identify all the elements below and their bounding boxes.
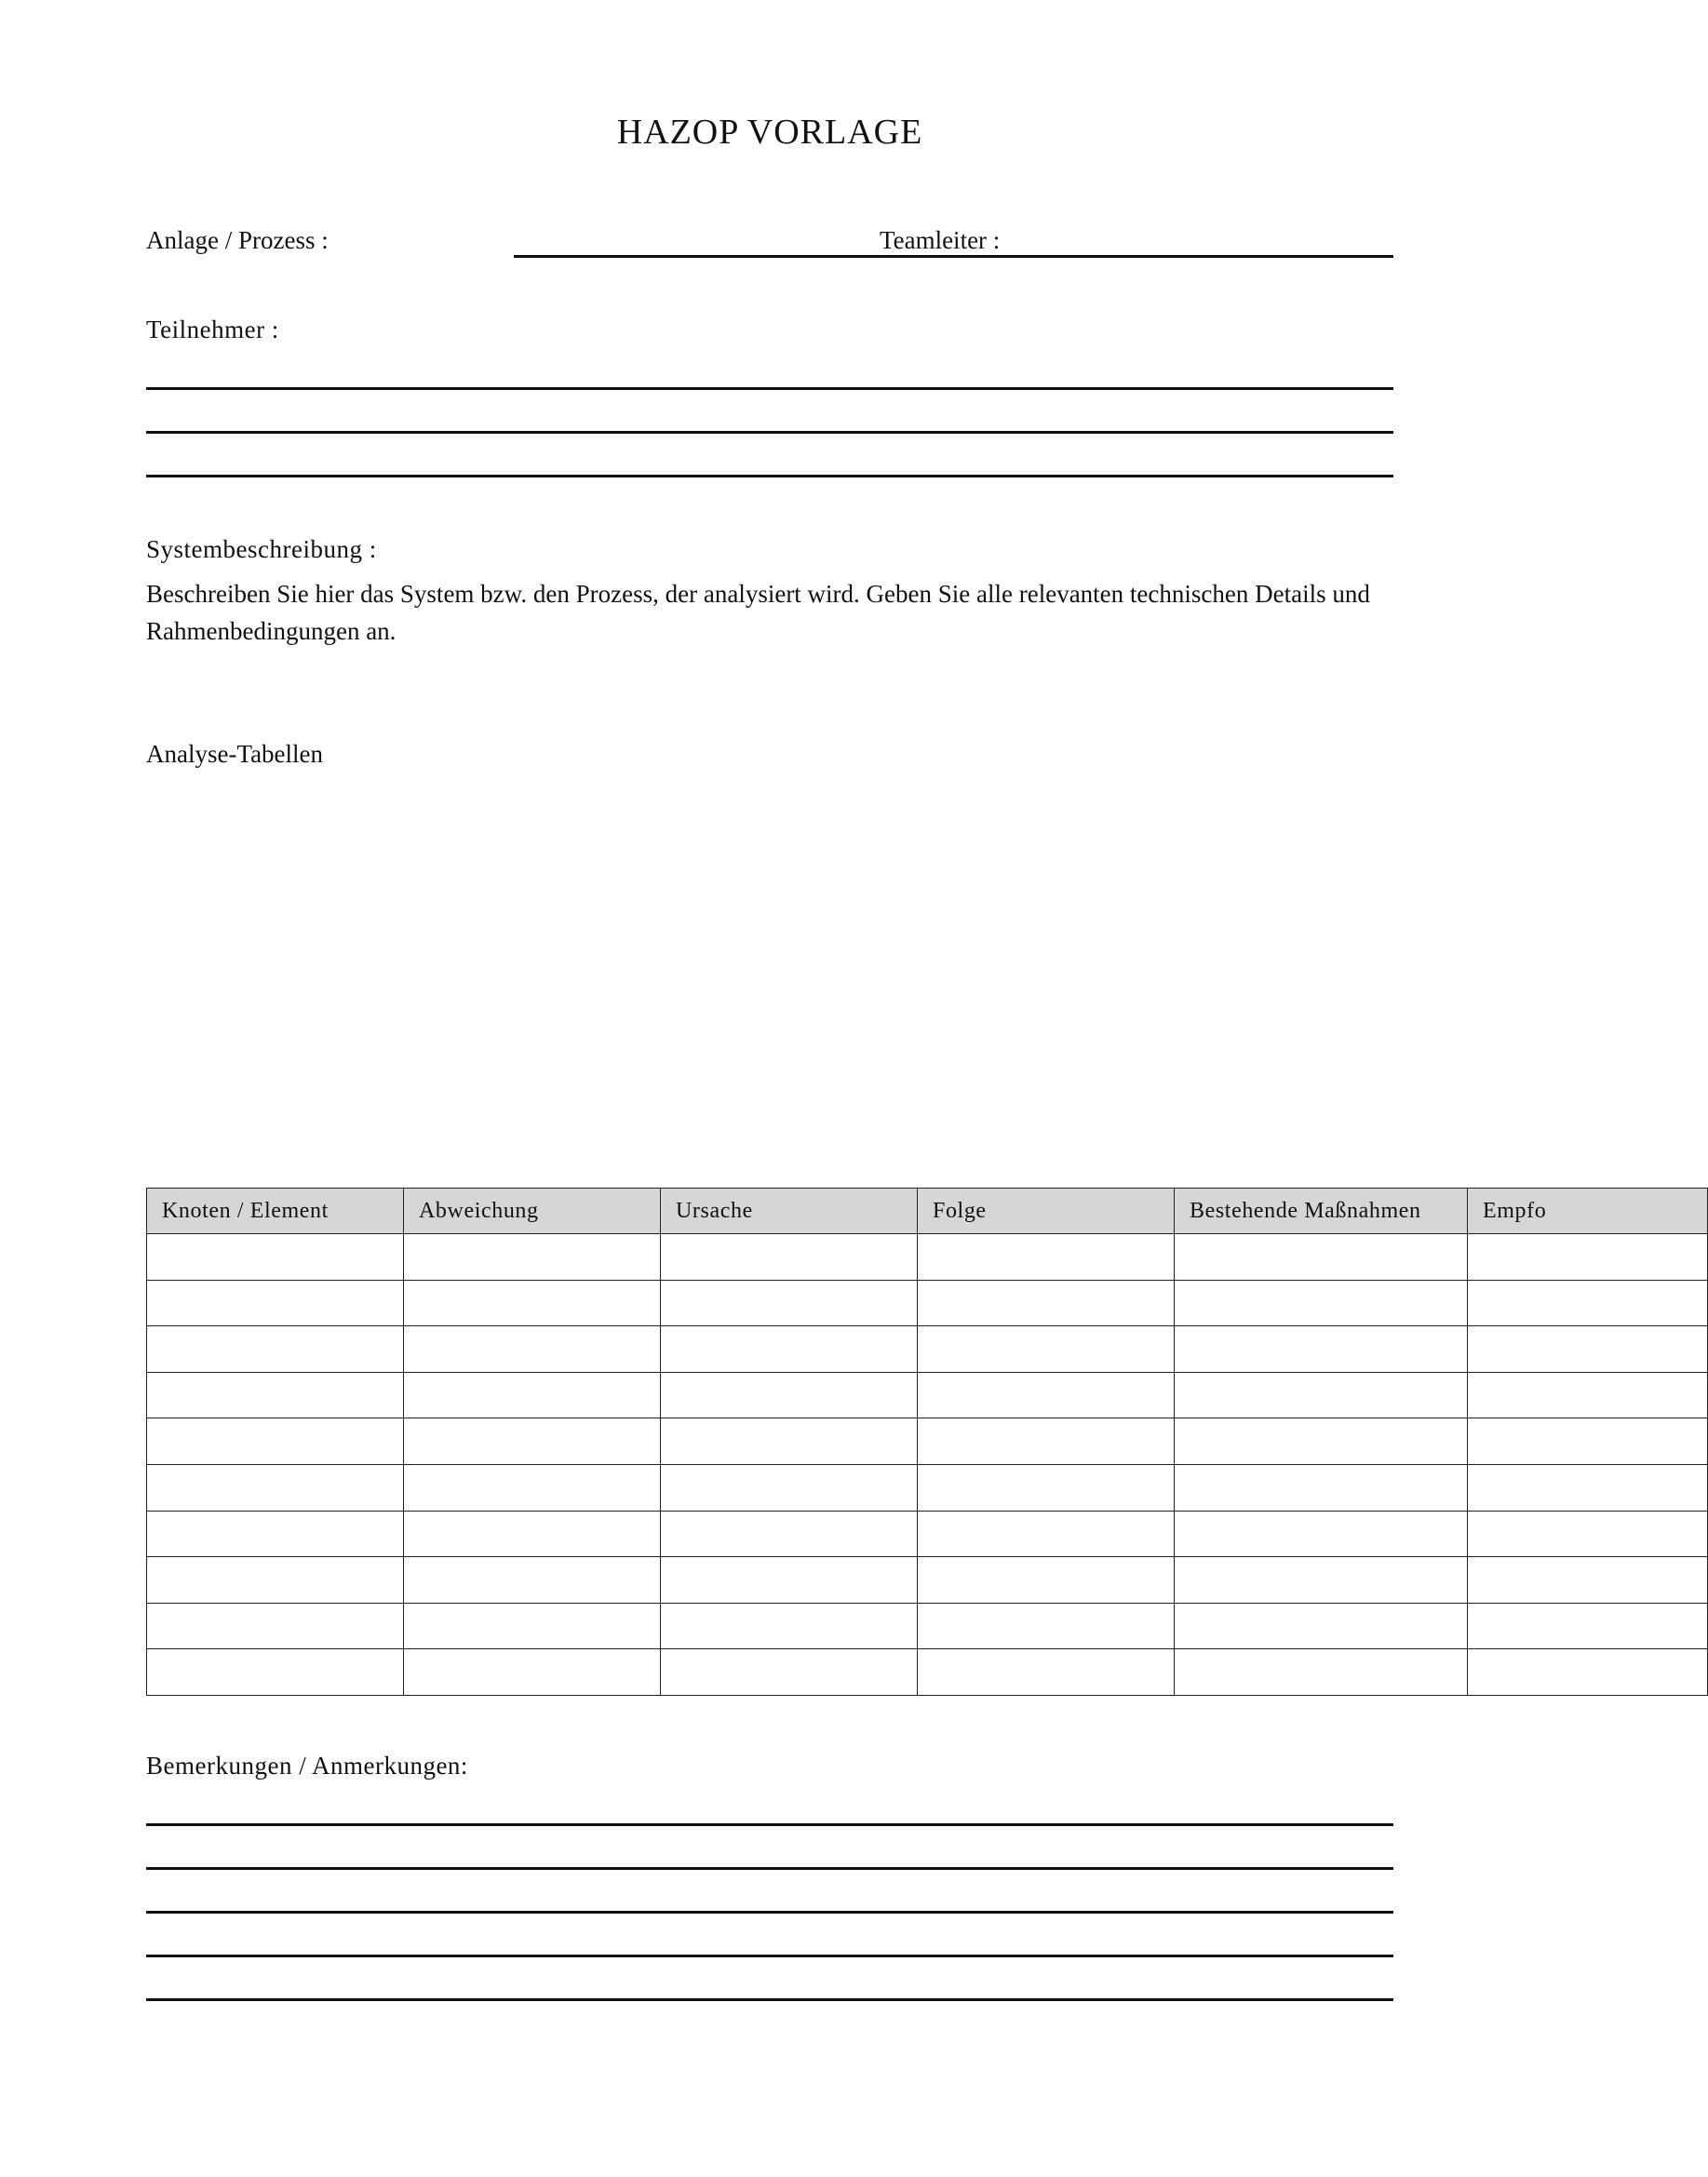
teamleiter-label: Teamleiter : bbox=[880, 226, 1001, 254]
hazop-analysis-table bbox=[146, 1188, 1708, 1696]
table-cell[interactable] bbox=[404, 1603, 661, 1649]
table-row bbox=[147, 1418, 1708, 1465]
table-cell[interactable] bbox=[147, 1372, 404, 1418]
table-cell[interactable] bbox=[1175, 1464, 1468, 1511]
table-cell[interactable] bbox=[147, 1418, 404, 1465]
table-cell[interactable] bbox=[661, 1464, 918, 1511]
document-title: HAZOP VORLAGE bbox=[616, 113, 923, 152]
column-header-knoten: Knoten / Element bbox=[147, 1189, 404, 1234]
table-row bbox=[147, 1557, 1708, 1604]
table-cell[interactable] bbox=[147, 1234, 404, 1281]
table-cell[interactable] bbox=[1468, 1557, 1708, 1604]
table-cell[interactable] bbox=[1468, 1649, 1708, 1696]
table-cell[interactable] bbox=[1468, 1326, 1708, 1373]
anlage-teamleiter-field-line[interactable] bbox=[514, 255, 1393, 258]
bemerkungen-line[interactable] bbox=[146, 1867, 1393, 1870]
table-cell[interactable] bbox=[1468, 1280, 1708, 1326]
teilnehmer-label: Teilnehmer : bbox=[146, 316, 279, 343]
table-cell[interactable] bbox=[661, 1557, 918, 1604]
table-cell[interactable] bbox=[918, 1234, 1175, 1281]
table-cell[interactable] bbox=[1175, 1326, 1468, 1373]
table-cell[interactable] bbox=[918, 1603, 1175, 1649]
systembeschreibung-text: Beschreiben Sie hier das System bzw. den Prozess, der analysiert wird. Geben Sie alle relevanten technischen Details und Rahmenbedingungen an. bbox=[146, 580, 1370, 645]
bemerkungen-line[interactable] bbox=[146, 1955, 1393, 1957]
hazop-analysis-table-wrapper bbox=[146, 1188, 1547, 1709]
table-header-row bbox=[147, 1189, 1708, 1234]
table-cell[interactable] bbox=[1175, 1418, 1468, 1465]
table-row bbox=[147, 1649, 1708, 1696]
table-row bbox=[147, 1603, 1708, 1649]
table-row bbox=[147, 1464, 1708, 1511]
table-cell[interactable] bbox=[661, 1649, 918, 1696]
table-cell[interactable] bbox=[147, 1603, 404, 1649]
table-cell[interactable] bbox=[918, 1464, 1175, 1511]
table-cell[interactable] bbox=[661, 1418, 918, 1465]
teilnehmer-line[interactable] bbox=[146, 431, 1393, 434]
table-cell[interactable] bbox=[147, 1280, 404, 1326]
table-cell[interactable] bbox=[918, 1557, 1175, 1604]
table-cell[interactable] bbox=[404, 1418, 661, 1465]
table-cell[interactable] bbox=[404, 1326, 661, 1373]
table-cell[interactable] bbox=[1175, 1649, 1468, 1696]
table-cell[interactable] bbox=[147, 1464, 404, 1511]
column-header-empfehlungen: Empfo bbox=[1468, 1189, 1708, 1234]
column-header-massnahmen: Bestehende Maßnahmen bbox=[1175, 1189, 1468, 1234]
anlage-prozess-label: Anlage / Prozess : bbox=[146, 226, 329, 254]
bemerkungen-label: Bemerkungen / Anmerkungen: bbox=[146, 1752, 468, 1780]
column-header-folge: Folge bbox=[918, 1189, 1175, 1234]
table-cell[interactable] bbox=[1468, 1418, 1708, 1465]
table-cell[interactable] bbox=[1468, 1511, 1708, 1557]
table-cell[interactable] bbox=[1175, 1372, 1468, 1418]
table-cell[interactable] bbox=[661, 1234, 918, 1281]
table-cell[interactable] bbox=[147, 1511, 404, 1557]
teilnehmer-line[interactable] bbox=[146, 475, 1393, 477]
table-cell[interactable] bbox=[147, 1649, 404, 1696]
table-cell[interactable] bbox=[404, 1557, 661, 1604]
table-cell[interactable] bbox=[404, 1234, 661, 1281]
table-cell[interactable] bbox=[661, 1603, 918, 1649]
table-cell[interactable] bbox=[1175, 1280, 1468, 1326]
table-cell[interactable] bbox=[918, 1326, 1175, 1373]
table-cell[interactable] bbox=[404, 1372, 661, 1418]
table-cell[interactable] bbox=[404, 1511, 661, 1557]
table-row bbox=[147, 1280, 1708, 1326]
table-cell[interactable] bbox=[661, 1511, 918, 1557]
table-row bbox=[147, 1326, 1708, 1373]
table-cell[interactable] bbox=[661, 1326, 918, 1373]
table-row bbox=[147, 1372, 1708, 1418]
table-cell[interactable] bbox=[1468, 1464, 1708, 1511]
column-header-abweichung: Abweichung bbox=[404, 1189, 661, 1234]
table-cell[interactable] bbox=[1175, 1511, 1468, 1557]
table-cell[interactable] bbox=[1468, 1234, 1708, 1281]
column-header-ursache: Ursache bbox=[661, 1189, 918, 1234]
table-row bbox=[147, 1511, 1708, 1557]
table-cell[interactable] bbox=[918, 1280, 1175, 1326]
table-cell[interactable] bbox=[1175, 1557, 1468, 1604]
table-cell[interactable] bbox=[147, 1557, 404, 1604]
table-cell[interactable] bbox=[918, 1511, 1175, 1557]
table-cell[interactable] bbox=[404, 1464, 661, 1511]
table-cell[interactable] bbox=[918, 1372, 1175, 1418]
bemerkungen-line[interactable] bbox=[146, 1998, 1393, 2001]
table-cell[interactable] bbox=[1175, 1603, 1468, 1649]
table-cell[interactable] bbox=[661, 1372, 918, 1418]
systembeschreibung-label: Systembeschreibung : bbox=[146, 535, 377, 563]
table-cell[interactable] bbox=[918, 1418, 1175, 1465]
teilnehmer-line[interactable] bbox=[146, 387, 1393, 390]
table-cell[interactable] bbox=[661, 1280, 918, 1326]
table-cell[interactable] bbox=[1468, 1372, 1708, 1418]
table-cell[interactable] bbox=[1175, 1234, 1468, 1281]
bemerkungen-line[interactable] bbox=[146, 1911, 1393, 1914]
table-body bbox=[147, 1234, 1708, 1696]
table-row bbox=[147, 1234, 1708, 1281]
table-cell[interactable] bbox=[404, 1649, 661, 1696]
analyse-tabellen-heading: Analyse-Tabellen bbox=[146, 740, 324, 768]
table-cell[interactable] bbox=[918, 1649, 1175, 1696]
table-cell[interactable] bbox=[147, 1326, 404, 1373]
table-cell[interactable] bbox=[1468, 1603, 1708, 1649]
bemerkungen-line[interactable] bbox=[146, 1823, 1393, 1826]
table-cell[interactable] bbox=[404, 1280, 661, 1326]
